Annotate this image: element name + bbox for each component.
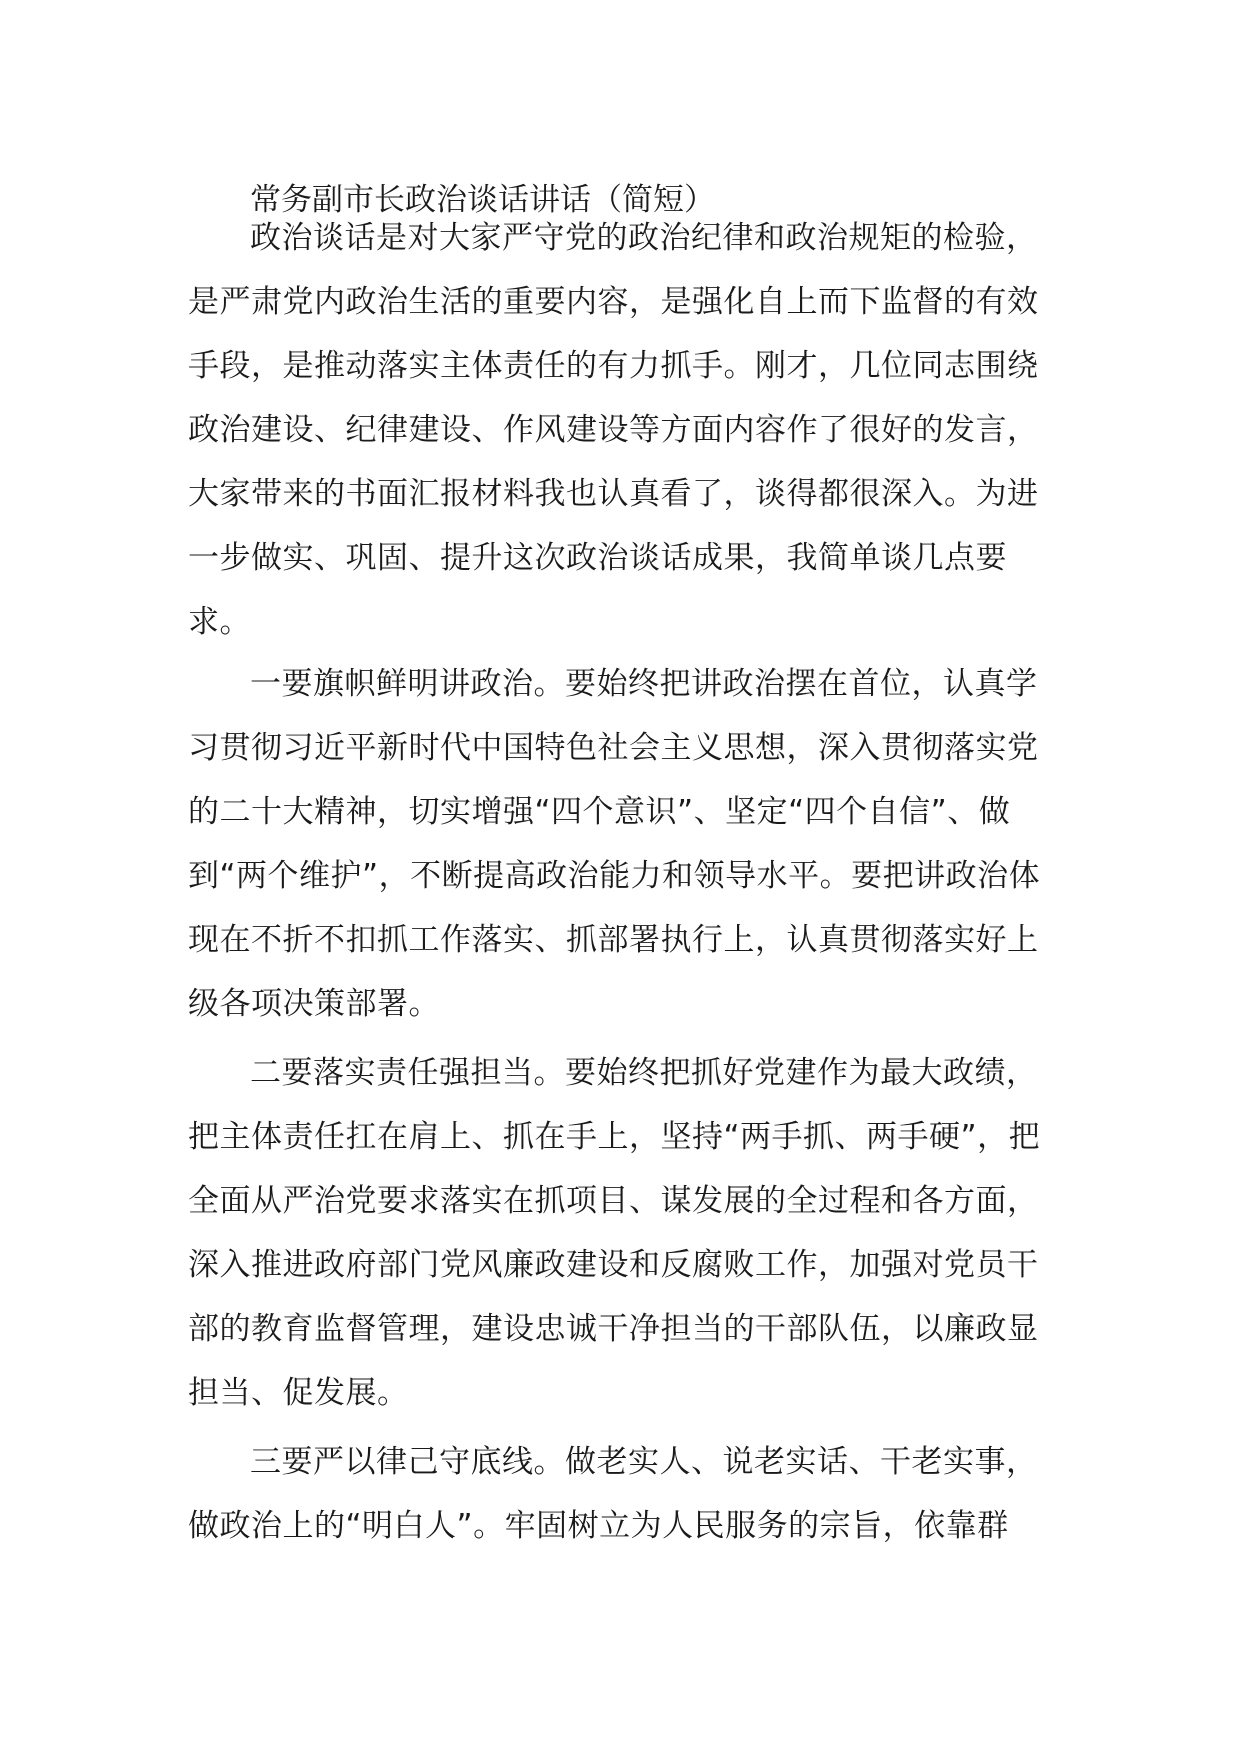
paragraph-text: 一要旗帜鲜明讲政治。要始终把讲政治摆在首位，认真学习贯彻习近平新时代中国特色社会主义思想，深入贯彻落实党的二十大精神，切实增强“四个意识”、坚定“四个自信”、做到“两个维护”，不断提高政治能力和领导水平。要把讲政治体现在不折不扣抓工作落实、抓部署执行上，认真贯彻落实好上级各项决策部署。 bbox=[188, 666, 1041, 1022]
paragraph-point-one bbox=[188, 652, 1058, 1036]
paragraph-text: 三要严以律己守底线。做老实人、说老实话、干老实事，做政治上的“明白人”。牢固树立为人民服务的宗旨，依靠群 bbox=[188, 1444, 1038, 1544]
document-title: 常务副市长政治谈话讲话（简短） bbox=[250, 182, 715, 218]
paragraph-text: 政治谈话是对大家严守党的政治纪律和政治规矩的检验，是严肃党内政治生活的重要内容，是强化自上而下监督的有效手段，是推动落实主体责任的有力抓手。刚才，几位同志围绕政治建设、纪律建设、作风建设等方面内容作了很好的发言，大家带来的书面汇报材料我也认真看了，谈得都很深入。为进一步做实、巩固、提升这次政治谈话成果，我简单谈几点要求。 bbox=[188, 220, 1039, 640]
paragraph-text: 二要落实责任强担当。要始终把抓好党建作为最大政绩，把主体责任扛在肩上、抓在手上，坚持“两手抓、两手硬”，把全面从严治党要求落实在抓项目、谋发展的全过程和各方面，深入推进政府部门党风廉政建设和反腐败工作，加强对党员干部的教育监督管理，建设忠诚干净担当的干部队伍，以廉政显担当、促发展。 bbox=[188, 1055, 1041, 1411]
paragraph-point-two bbox=[188, 1041, 1058, 1425]
paragraph-intro bbox=[188, 206, 1058, 654]
paragraph-point-three bbox=[188, 1430, 1058, 1558]
